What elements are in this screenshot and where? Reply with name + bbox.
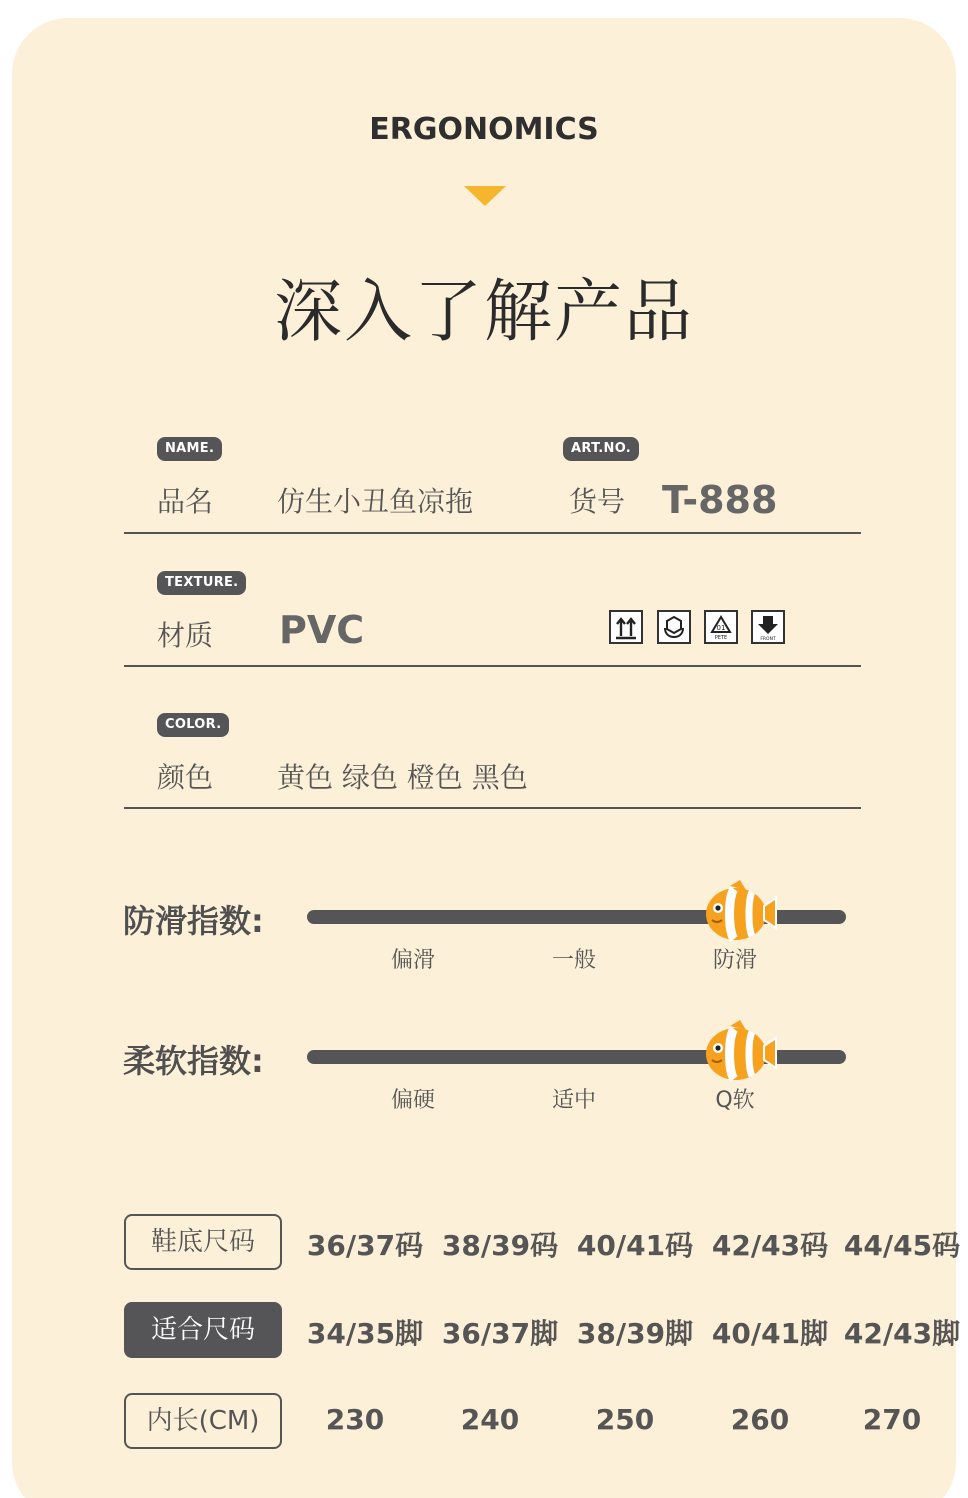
size-row-label: 鞋底尺码 [124, 1214, 282, 1270]
artno-label: 货号 [569, 485, 626, 518]
clownfish-slider-knob-icon[interactable] [700, 1018, 780, 1084]
page-title: 深入了解产品 [273, 273, 694, 352]
size-cell: 40/41码 [576, 1229, 694, 1262]
size-cell: 38/39脚 [576, 1317, 694, 1350]
color-value: 黄色 绿色 橙色 黑色 [277, 761, 528, 794]
size-cell: 40/41脚 [711, 1317, 829, 1350]
size-cell: 34/35脚 [306, 1317, 424, 1350]
artno-tag: ART.NO. [563, 437, 639, 461]
size-cell: 36/37脚 [441, 1317, 559, 1350]
size-cell: 38/39码 [441, 1229, 559, 1262]
divider [124, 532, 861, 534]
this-way-up-icon [609, 610, 643, 644]
size-cell: 36/37码 [306, 1229, 424, 1262]
index-tick-label: 一般 [551, 948, 596, 973]
size-cell: 230 [325, 1403, 385, 1436]
eyebrow-title: ERGONOMICS [369, 112, 599, 147]
name-value: 仿生小丑鱼凉拖 [277, 485, 474, 518]
recyclable-hands-icon [657, 610, 691, 644]
svg-text:FRONT: FRONT [760, 637, 776, 642]
texture-tag: TEXTURE. [157, 571, 246, 595]
name-tag: NAME. [157, 437, 222, 461]
color-tag: COLOR. [157, 713, 229, 737]
index-tick-label: Q软 [715, 1088, 755, 1113]
size-row-label: 内长(CM) [124, 1393, 282, 1449]
texture-label: 材质 [157, 619, 214, 652]
size-cell: 270 [862, 1403, 922, 1436]
size-cell: 240 [460, 1403, 520, 1436]
svg-text:PETE: PETE [714, 635, 728, 641]
size-cell: 250 [595, 1403, 655, 1436]
divider [124, 807, 861, 809]
index-tick-label: 偏硬 [390, 1088, 435, 1113]
size-row-label: 适合尺码 [124, 1302, 282, 1358]
index-tick-label: 偏滑 [390, 948, 435, 973]
name-label: 品名 [157, 485, 214, 518]
texture-value: PVC [279, 608, 365, 652]
artno-value: T-888 [662, 478, 778, 522]
svg-text:01: 01 [716, 624, 726, 632]
size-cell: 42/43脚 [843, 1317, 961, 1350]
color-label: 颜色 [157, 761, 214, 794]
index-label: 防滑指数: [123, 902, 264, 940]
size-cell: 42/43码 [711, 1229, 829, 1262]
index-label: 柔软指数: [123, 1042, 264, 1080]
triangle-down-icon [464, 186, 506, 206]
clownfish-slider-knob-icon[interactable] [700, 878, 780, 944]
size-cell: 260 [730, 1403, 790, 1436]
divider [124, 665, 861, 667]
front-arrow-icon [751, 610, 785, 644]
size-cell: 44/45码 [843, 1229, 961, 1262]
index-tick-label: 适中 [551, 1088, 596, 1113]
index-tick-label: 防滑 [712, 948, 757, 973]
pete-01-recycle-icon [704, 610, 738, 644]
